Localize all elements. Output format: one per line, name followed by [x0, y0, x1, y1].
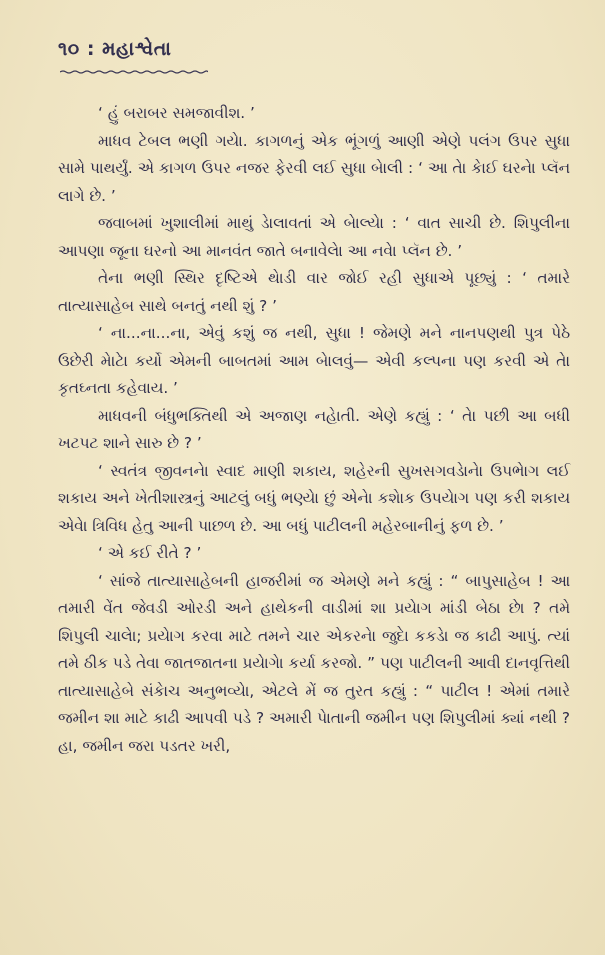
paragraph: માધવ ટેબલ ભણી ગયેા. કાગળનું એક ભૂંગળું આણી એણે પલંગ ઉપર સુધા સામે પાથર્યું. એ કાગળ ઉપર નજર ફેરવી લઈ સુધા બેાલી : ‘ આ તેા કેાઈ ઘરનેા પ્લૅન લાગે છે. ’	[58, 131, 570, 205]
chapter-title: મહાશ્વેતા	[102, 38, 172, 60]
paragraph: ‘ હું બરાબર સમજાવીશ. ’	[98, 104, 255, 122]
header-wavy-rule	[60, 70, 208, 74]
page-number: ૧૦	[58, 38, 80, 60]
paragraph: જવાબમાં ખુશાલીમાં માથું ડેાલાવતાં એ બેાલ્યેા : ‘ વાત સાચી છે. શિપુલીના આપણા જૂના ઘરનો આ માનવંત જાતે બનાવેલેા આ નવેા પ્લૅન છે. ’	[58, 214, 570, 260]
page-header	[58, 38, 171, 60]
paragraph: ‘ ના...ના...ના, એવું કશું જ નથી, સુધા ! જેમણે મને નાનપણથી પુત્ર પેઠે ઉછેરી મેાટેા કર્યો એમની બાબતમાં આમ બેાલવું— એવી કલ્પના પણ કરવી એ તેા કૃતઘ્નતા કહેવાય. ’	[58, 324, 570, 397]
paragraph: ‘ સ્વતંત્ર જીવનનેા સ્વાદ માણી શકાય, શહેરની સુખસગવડેાનેા ઉપભેાગ લઈ શકાય અને ખેતીશાસ્ત્રનું આટલું બધું ભણ્યેા છું એનેા કશેાક ઉપયેાગ પણ કરી શકાય એવેા ત્રિવિધ હેતુ આની પાછળ છે. આ બધું પાટીલની મહેરબાનીનું ફળ છે. ’	[58, 461, 570, 535]
paragraph: માધવની બંધુભક્તિથી એ અજાણ નહેાતી. એણે કહ્યું : ‘ તેા પછી આ બધી ખટપટ શાને સારુ છે ? ’	[58, 406, 570, 452]
header-separator: :	[86, 38, 95, 60]
paragraph: તેના ભણી સ્થિર દૃષ્ટિએ થેાડી વાર જોઈ રહી સુધાએ પૂછ્યું : ‘ તમારે તાત્યાસાહેબ સાથે બનતું નથી શું ? ’	[58, 269, 570, 315]
paragraph: ‘ એ કઈ રીતે ? ’	[98, 544, 202, 562]
paragraph: ‘ સાંજે તાત્યાસાહેબની હાજરીમાં જ એમણે મને કહ્યું : “ બાપુસાહેબ ! આ તમારી વેંત જેવડી ઓરડી અને હાથેકની વાડીમાં શા પ્રયેાગ માંડી બેઠા છેા ? તમે શિપુલી ચાલેા; પ્રયેાગ કરવા માટે તમને ચાર એકરનેા જુદેા કકડેા જ કાઢી આપું. ત્યાં તમે ઠીક પડે તેવા જાતજાતના પ્રયેાગેા કર્યા કરજો. ” પણ પાટીલની આવી દાનવૃત્તિથી તાત્યાસાહેબે સંકેાચ અનુભવ્યેા, એટલે મેં જ તુરત કહ્યું : “ પાટીલ ! એમાં તમારે જમીન શા માટે કાઢી આપવી પડે ? અમારી પેાતાની જમીન પણ શિપુલીમાં ક્યાં નથી ? હા, જમીન જરા પડતર ખરી,	[58, 571, 571, 755]
body-text	[58, 100, 570, 760]
